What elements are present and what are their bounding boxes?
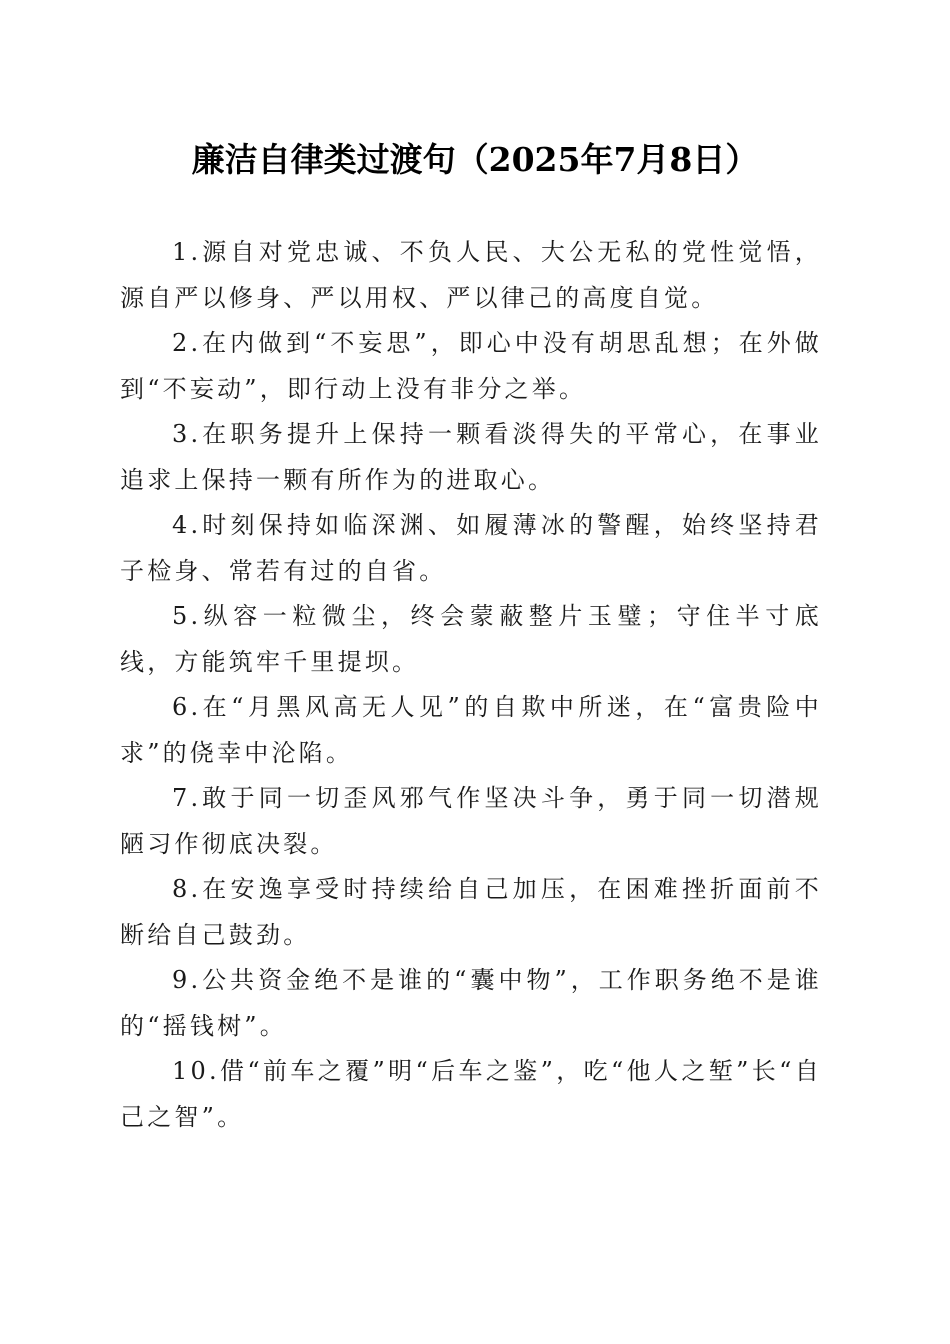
paragraph-7: 7.敢于同一切歪风邪气作坚决斗争，勇于同一切潜规陋习作彻底决裂。: [120, 784, 822, 858]
paragraph-9: 9.公共资金绝不是谁的“囊中物”，工作职务绝不是谁的“摇钱树”。: [120, 966, 822, 1040]
paragraph-6: 6.在“月黑风高无人见”的自欺中所迷，在“富贵险中求”的侥幸中沦陷。: [120, 693, 822, 767]
paragraph-5: 5.纵容一粒微尘，终会蒙蔽整片玉璧；守住半寸底线，方能筑牢千里提坝。: [120, 602, 822, 676]
paragraph-1: 1.源自对党忠诚、不负人民、大公无私的党性觉悟，源自严以修身、严以用权、严以律己的高度自觉。: [120, 238, 822, 312]
document-body: [120, 230, 822, 1140]
paragraph-4: 4.时刻保持如临深渊、如履薄冰的警醒，始终坚持君子检身、常若有过的自省。: [120, 511, 822, 585]
paragraph-8: 8.在安逸享受时持续给自己加压，在困难挫折面前不断给自己鼓劲。: [120, 875, 822, 949]
paragraph-2: 2.在内做到“不妄思”，即心中没有胡思乱想；在外做到“不妄动”，即行动上没有非分之举。: [120, 329, 822, 403]
document-title: 廉洁自律类过渡句（2025年7月8日）: [191, 140, 759, 179]
paragraph-10: 10.借“前车之覆”明“后车之鉴”，吃“他人之堑”长“自己之智”。: [120, 1057, 822, 1131]
paragraph-3: 3.在职务提升上保持一颗看淡得失的平常心，在事业追求上保持一颗有所作为的进取心。: [120, 420, 822, 494]
